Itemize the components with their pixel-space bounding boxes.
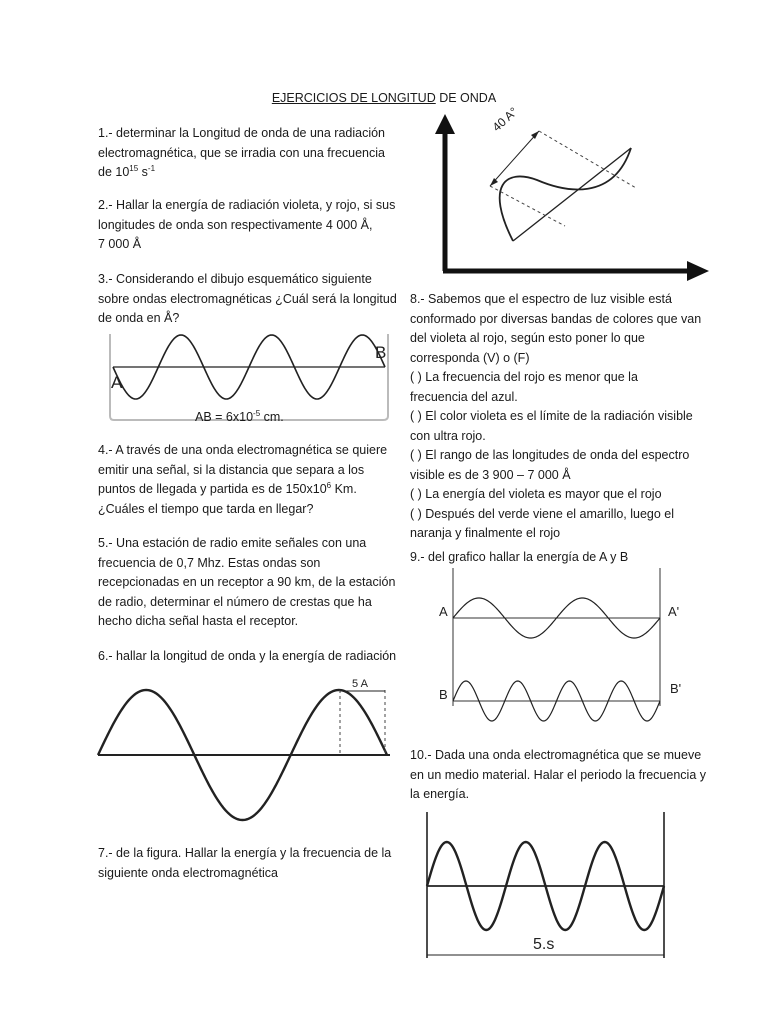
q7-dash [539, 131, 636, 188]
q4-line: puntos de llegada y partida es de $150x10^6$ Km. [98, 480, 357, 496]
q7-label: 40 A° [489, 104, 521, 135]
q8-line: corresponda (V) o (F) [410, 350, 530, 365]
q9-label-a: A [439, 604, 448, 619]
q8-line: naranja y finalmente el rojo [410, 526, 561, 540]
q6-line: 6.- hallar la longitud de onda y la energía de radiación [98, 649, 397, 663]
q4-line: emitir una señal, si la distancia que separa a los [98, 462, 365, 477]
q10-figure [420, 812, 680, 962]
q3-line: de onda en Å? [98, 311, 180, 325]
q5-line: 5.- Una estación de radio emite señales con una [98, 536, 367, 550]
q5-line: de radio, determinar el número de crestas que ha [98, 594, 372, 609]
question-9 [410, 548, 628, 568]
q8-line: ( ) La frecuencia del rojo es menor que la [410, 370, 638, 384]
q8-line: ( ) El rango de las longitudes de onda del espectro [410, 448, 690, 462]
q5-line: frecuencia de 0,7 Mhz. Estas ondas son [98, 555, 321, 570]
q10-line: la energía. [410, 787, 470, 801]
page-title [0, 91, 768, 105]
question-1 [98, 124, 385, 183]
q8-line: visible es de 3 900 – 7 000 Å [410, 467, 571, 482]
q10-label: 5.s [533, 936, 555, 953]
q4-line: ¿Cuáles el tiempo que tarda en llegar? [98, 501, 314, 516]
q2-line: longitudes de onda son respectivamente 4 000 Å, [98, 217, 373, 232]
q1-line: de $10^{15}$ $s^{-1}$ [98, 163, 156, 179]
question-2 [98, 196, 395, 255]
q9-line: 9.- del grafico hallar la energía de A y B [410, 550, 629, 564]
q4-line: 4.- A través de una onda electromagnética se quiere [98, 443, 388, 457]
q8-line: 8.- Sabemos que el espectro de luz visible está [410, 292, 672, 306]
q9-figure [430, 568, 700, 708]
q8-line: conformado por diversas bandas de colores que van [410, 311, 702, 326]
q3-line: sobre ondas electromagnéticas ¿Cuál será la longitud [98, 291, 397, 306]
question-8 [410, 290, 701, 544]
q7-dash [490, 186, 565, 226]
q2-line: 2.- Hallar la energía de radiación violeta, y rojo, si sus [98, 198, 396, 212]
q3-line: 3.- Considerando el dibujo esquemático siguiente [98, 272, 372, 286]
q9-label-b-prime: B' [670, 681, 682, 696]
q9-label-b: B [439, 687, 448, 702]
q8-line: ( ) El color violeta es el límite de la radiación visible [410, 409, 693, 423]
question-10 [410, 746, 706, 805]
q10-line: 10.- Dada una onda electromagnética que se mueve [410, 748, 702, 762]
q8-line: ( ) La energía del violeta es mayor que el rojo [410, 487, 662, 501]
q7-inclined-axis [513, 148, 631, 241]
q8-line: ( ) Después del verde viene el amarillo, luego el [410, 506, 675, 521]
q3-label-a: A [111, 373, 123, 392]
question-4 [98, 441, 387, 519]
q1-line: 1.- determinar la Longitud de onda de una radiación [98, 126, 386, 140]
q7-y-arrow-icon [435, 114, 455, 134]
q9-label-a-prime: A' [668, 604, 680, 619]
q5-line: recepcionadas en un receptor a 90 km, de la estación [98, 575, 396, 589]
q5-line: hecho dicha señal hasta el receptor. [98, 614, 299, 628]
q6-wave-figure [95, 670, 395, 830]
question-5 [98, 534, 395, 632]
q2-line: 7 000 Å [98, 237, 142, 251]
question-7 [98, 844, 391, 883]
q1-line: electromagnética, que se irradia con una frecuencia [98, 145, 385, 160]
q7-wave [500, 148, 631, 241]
q7-figure [425, 104, 715, 288]
question-3 [98, 270, 397, 329]
q8-line: con ultra rojo. [410, 428, 486, 443]
q7-line: 7.- de la figura. Hallar la energía y la frecuencia de la [98, 846, 392, 860]
q3-caption: AB = $6x10^{-5}$ cm. [195, 408, 284, 424]
q8-line: del violeta al rojo, según esto poner lo que [410, 331, 645, 345]
q7-x-arrow-icon [687, 261, 709, 281]
q6-label: 5 A [352, 678, 368, 690]
q8-line: frecuencia del azul. [410, 389, 518, 404]
q3-label-b: B [375, 343, 387, 362]
question-6 [98, 647, 396, 667]
q10-line: en un medio material. Halar el periodo la frecuencia y [410, 767, 706, 782]
q7-line: siguiente onda electromagnética [98, 865, 278, 880]
title-rest: DE ONDA [435, 91, 497, 105]
title-underlined: EJERCICIOS DE LONGITUD [271, 91, 436, 105]
q7-dimension-arrow-icon [490, 178, 498, 186]
q7-dimension-arrow-icon [531, 131, 539, 139]
